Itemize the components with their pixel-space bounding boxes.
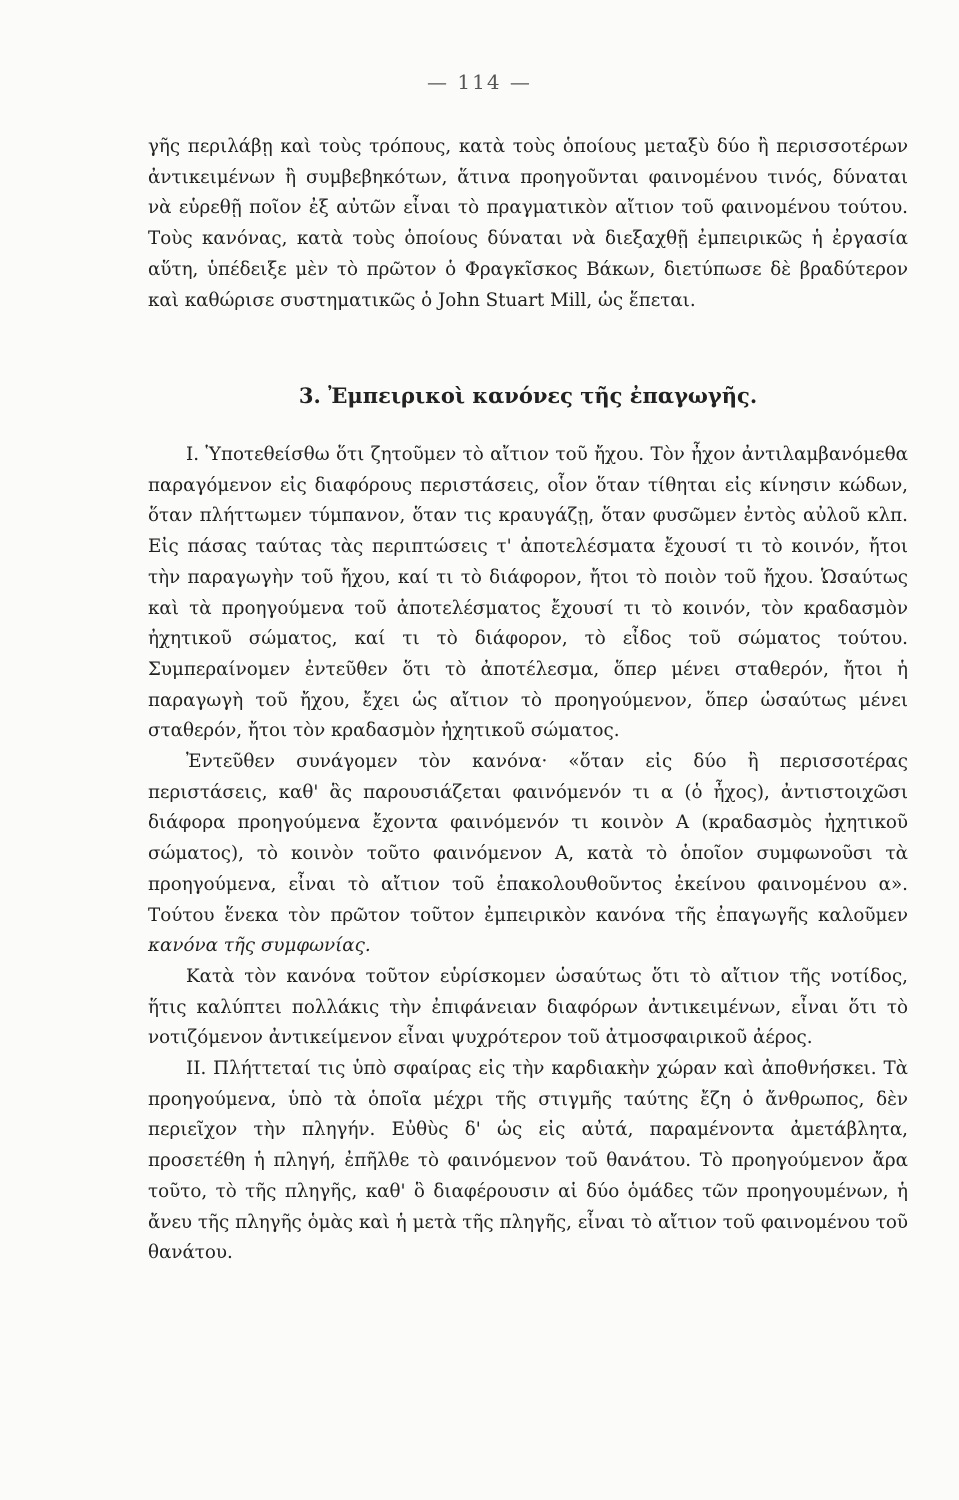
consequence-text: Ἐντεῦθεν συνάγομεν τὸν κανόνα· «ὅταν εἰς δύο ἢ περισσοτέρας περιστάσεις, καθ' ἃς παρουσιάζεται φαινόμενόν τι α (ὁ ἦχος), ἀντιστοιχῶσι διάφορα προηγούμενα ἔχοντα φαινόμενόν τι κοινὸν Α (κραδασμὸς ἠχητικοῦ σώματος), τὸ κοινὸν τοῦτο φαινόμενον Α, κατὰ τὸ ὁποῖον συμφωνοῦσι τὰ προηγούμενα, εἶναι τὸ αἴτιον τοῦ ἐπακολουθοῦντος ἐκείνου φαινομένου α». Τούτου ἕνεκα τὸν πρῶτον τοῦτον ἐμπειρικὸν κανόνα τῆς ἐπαγωγῆς καλοῦμεν xyxy=(148,751,908,926)
rule-2-paragraph: II. Πλήττεταί τις ὑπὸ σφαίρας εἰς τὴν καρδιακὴν χώραν καὶ ἀποθνήσκει. Τὰ προηγούμενα, ὑπὸ τὰ ὁποῖα μέχρι τῆς στιγμῆς ταύτης ἔζη ὁ ἄνθρωπος, δὲν περιεῖχον τὴν πληγήν. Εὐθὺς δ' ὡς εἰς αὐτά, παραμένοντα ἀμετάβλητα, προσετέθη ἡ πληγή, ἐπῆλθε τὸ φαινόμενον τοῦ θανάτου. Τὸ προηγούμενον ἄρα τοῦτο, τὸ τῆς πληγῆς, καθ' ὃ διαφέρουσιν αἱ δύο ὁμάδες τῶν προηγουμένων, ἡ ἄνευ τῆς πληγῆς ὁμὰς καὶ ἡ μετὰ τῆς πληγῆς, εἶναι τὸ αἴτιον τοῦ φαινομένου τοῦ θανάτου. xyxy=(148,1058,908,1264)
intro-text-block xyxy=(148,132,908,316)
rule-term-italic: κανόνα τῆς συμφωνίας. xyxy=(148,935,371,957)
example-paragraph: Κατὰ τὸν κανόνα τοῦτον εὑρίσκομεν ὡσαύτως ὅτι τὸ αἴτιον τῆς νοτίδος, ἥτις καλύπτει πολλάκις τὴν ἐπιφάνειαν διαφόρων ἀντικειμένων, εἶναι ὅτι τὸ νοτιζόμενον ἀντικείμενον εἶναι ψυχρότερον τοῦ ἀτμοσφαιρικοῦ ἀέρος. xyxy=(148,965,908,1049)
section-heading: 3. Ἐμπειρικοὶ κανόνες τῆς ἐπαγωγῆς. xyxy=(298,383,758,408)
intro-paragraph: γῆς περιλάβῃ καὶ τοὺς τρόπους, κατὰ τοὺς ὁποίους μεταξὺ δύο ἢ περισσοτέρων ἀντικειμένων ἢ συμβεβηκότων, ἅτινα προηγοῦνται φαινομένου τινός, δύναται νὰ εὑρεθῇ ποῖον ἐξ αὐτῶν εἶναι τὸ πραγματικὸν αἴτιον τοῦ φαινομένου τούτου. Τοὺς κανόνας, κατὰ τοὺς ὁποίους δύναται νὰ διεξαχθῇ ἐμπειρικῶς ἡ ἐργασία αὕτη, ὑπέδειξε μὲν τὸ πρῶτον ὁ Φραγκῖσκος Βάκων, διετύπωσε δὲ βραδύτερον καὶ καθώρισε συστηματικῶς ὁ John Stuart Mill, ὡς ἕπεται. xyxy=(148,136,908,311)
consequence-paragraph xyxy=(148,747,908,962)
rule-1-paragraph: I. Ὑποτεθείσθω ὅτι ζητοῦμεν τὸ αἴτιον τοῦ ἤχου. Τὸν ἦχον ἀντιλαμβανόμεθα παραγόμενον εἰς διαφόρους περιστάσεις, οἷον ὅταν τίθηται εἰς κίνησιν κώδων, ὅταν πλήττωμεν τύμπανον, ὅταν τις κραυγάζῃ, ὅταν φυσῶμεν ἐντὸς αὐλοῦ κλπ. Εἰς πάσας ταύτας τὰς περιπτώσεις τ' ἀποτελέσματα ἔχουσί τι τὸ κοινόν, ἤτοι τὴν παραγωγὴν τοῦ ἤχου, καί τι τὸ διάφορον, ἤτοι τὸ ποιὸν τοῦ ἤχου. Ὡσαύτως καὶ τὰ προηγούμενα τοῦ ἀποτελέσματος ἔχουσί τι τὸ κοινόν, τὸν κραδασμὸν ἠχητικοῦ σώματος, καί τι τὸ διάφορον, τὸ εἶδος τοῦ σώματος τούτου. Συμπεραίνομεν ἐντεῦθεν ὅτι τὸ ἀποτέλεσμα, ὅπερ μένει σταθερόν, ἤτοι ἡ παραγωγὴ τοῦ ἤχου, ἔχει ὡς αἴτιον τὸ προηγούμενον, ὅπερ ὡσαύτως μένει σταθερόν, ἤτοι τὸν κραδασμὸν ἠχητικοῦ σώματος. xyxy=(148,444,908,742)
rules-text-block xyxy=(148,440,908,1269)
page-number: — 114 — xyxy=(427,70,532,94)
